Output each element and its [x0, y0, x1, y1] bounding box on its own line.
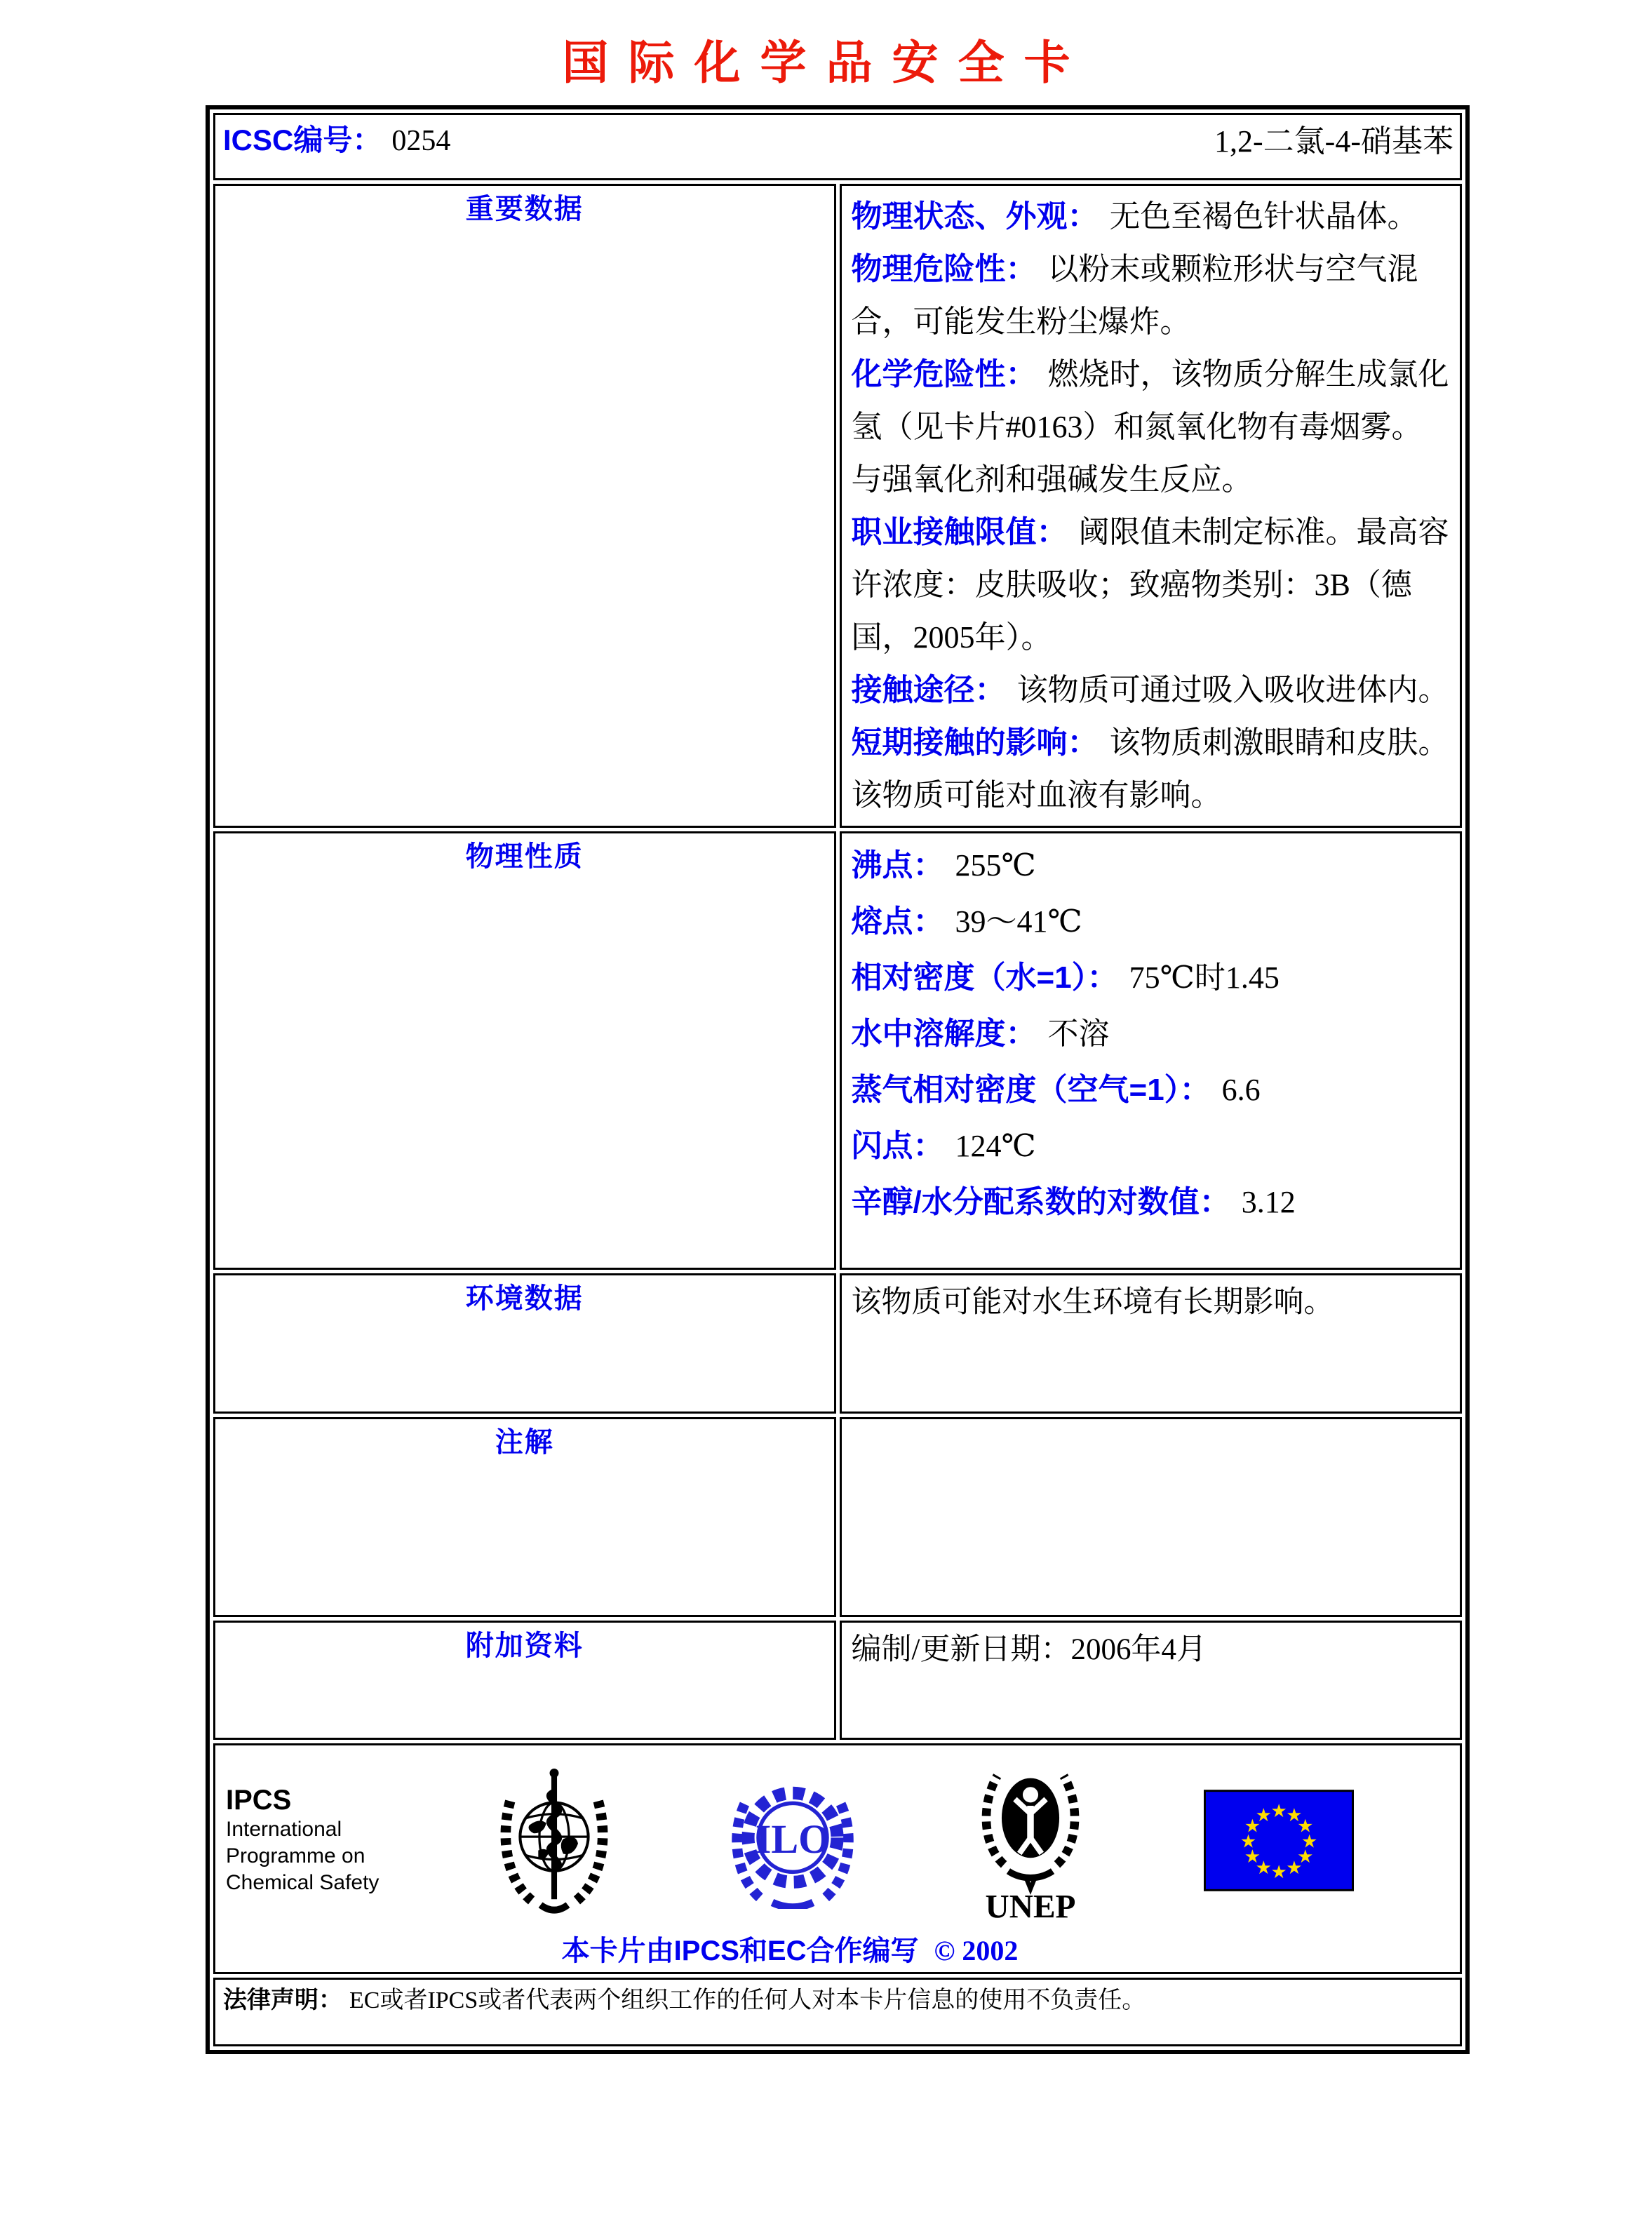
field-label: 沸点：	[851, 848, 944, 883]
important-data-item	[852, 190, 1453, 243]
notes-content	[840, 1417, 1463, 1617]
field-label: 职业接触限值：	[851, 515, 1068, 549]
notes-side-cell	[213, 1417, 836, 1617]
environmental-data-content	[840, 1273, 1463, 1414]
header-row	[213, 113, 1462, 180]
field-value: 3.12	[1241, 1185, 1296, 1219]
eu-star: ★	[1255, 1857, 1272, 1878]
update-date-line	[852, 1627, 1453, 1673]
physical-properties-content	[840, 831, 1463, 1270]
eu-star: ★	[1270, 1861, 1287, 1882]
eu-star: ★	[1301, 1830, 1318, 1851]
important-data-content	[840, 184, 1463, 828]
logos-wrap	[216, 1746, 1459, 1971]
ipcs-line: International	[226, 1818, 342, 1841]
legal-cell	[213, 1978, 1462, 2046]
important-data-side-cell	[213, 184, 836, 828]
field-label: 蒸气相对密度（空气=1）：	[851, 1073, 1211, 1107]
eu-star: ★	[1297, 1816, 1314, 1837]
update-date-value: 2006年4月	[1070, 1633, 1207, 1666]
card-table	[206, 105, 1470, 2054]
eu-star: ★	[1270, 1800, 1287, 1821]
field-value: 不溶	[1047, 1017, 1110, 1051]
environmental-data-row	[213, 1273, 1462, 1414]
page-title: 国际化学品安全卡	[562, 36, 1090, 88]
copyright-text: © 2002	[934, 1935, 1019, 1966]
legal-line	[216, 1980, 1459, 2015]
field-value: 39～41℃	[955, 904, 1082, 939]
physical-property-item	[852, 1006, 1453, 1062]
eu-star: ★	[1297, 1846, 1314, 1867]
section-label-physical-properties: 物理性质	[465, 841, 584, 872]
field-value: 该物质可通过吸入吸收进体内。	[1016, 673, 1449, 707]
important-data-item	[852, 506, 1453, 664]
eu-star: ★	[1286, 1804, 1303, 1825]
header-cell	[213, 113, 1462, 180]
field-value: 阈限值未制定标准。最高容许浓度：皮肤吸收；致癌物类别：3B（德国，2005年）。	[851, 515, 1449, 655]
legal-row	[213, 1978, 1462, 2046]
field-value: 以粉末或颗粒形状与空气混合，可能发生粉尘爆炸。	[851, 252, 1418, 339]
eu-star: ★	[1244, 1816, 1261, 1837]
legal-label: 法律声明：	[223, 1987, 342, 2013]
icsc-number-group	[223, 117, 450, 159]
update-date-label: 编制/更新日期：	[851, 1633, 1071, 1666]
eu-star: ★	[1255, 1804, 1272, 1825]
field-value: 无色至褐色针状晶体。	[1109, 199, 1418, 234]
eu-star: ★	[1240, 1830, 1256, 1851]
ipcs-text-block	[226, 1784, 379, 1896]
logos-row	[213, 1743, 1462, 1974]
field-label: 短期接触的影响：	[851, 725, 1099, 760]
important-data-item	[852, 243, 1453, 348]
icsc-number-label: ICSC编号：	[223, 123, 382, 156]
field-label: 水中溶解度：	[851, 1017, 1037, 1051]
field-label: 接触途径：	[851, 673, 1006, 707]
environmental-data-side-cell	[213, 1273, 836, 1414]
notes-row	[213, 1417, 1462, 1617]
important-data-item	[852, 664, 1453, 716]
ipcs-line: Programme on	[226, 1844, 365, 1867]
physical-property-item	[852, 950, 1453, 1006]
icsc-card	[206, 105, 1470, 2054]
physical-properties-side-cell	[213, 831, 836, 1270]
caption-text: 本卡片由IPCS和EC合作编写	[561, 1936, 919, 1966]
organization-logos	[226, 1756, 1354, 1924]
field-value: 该物质刺激眼睛和皮肤。该物质可能对血液有影响。	[851, 725, 1449, 812]
physical-property-item	[852, 1062, 1453, 1118]
physical-property-item	[852, 838, 1453, 894]
cooperation-caption	[226, 1929, 1354, 1969]
additional-info-content	[840, 1621, 1463, 1740]
field-label: 辛醇/水分配系数的对数值：	[851, 1185, 1230, 1219]
field-label: 物理危险性：	[851, 252, 1037, 286]
field-value: 124℃	[955, 1129, 1036, 1163]
important-data-row	[213, 184, 1462, 828]
icsc-number-value: 0254	[391, 125, 451, 157]
physical-property-item	[852, 1174, 1453, 1231]
unep-wordmark: UNEP	[985, 1889, 1076, 1924]
eu-star: ★	[1286, 1857, 1303, 1878]
physical-property-item	[852, 1118, 1453, 1174]
ipcs-line: Chemical Safety	[226, 1871, 380, 1894]
environmental-data-text: 该物质可能对水生环境有长期影响。	[851, 1286, 1334, 1319]
ilo-monogram: ILO	[755, 1816, 831, 1863]
unep-icon	[975, 1756, 1086, 1924]
header-inner	[216, 116, 1459, 161]
section-label-important-data: 重要数据	[465, 194, 584, 224]
logos-cell	[213, 1743, 1462, 1974]
important-data-item	[852, 348, 1453, 506]
field-label: 熔点：	[851, 904, 944, 939]
field-label: 闪点：	[851, 1129, 944, 1163]
who-icon	[497, 1766, 611, 1915]
legal-text: EC或者IPCS或者代表两个组织工作的任何人对本卡片信息的使用不负责任。	[349, 1987, 1146, 2013]
ipcs-acronym: IPCS	[226, 1785, 292, 1816]
field-label: 相对密度（水=1）：	[851, 960, 1118, 995]
eu-flag-icon	[1204, 1790, 1354, 1891]
field-value: 255℃	[955, 848, 1036, 883]
physical-properties-row	[213, 831, 1462, 1270]
field-value: 75℃时1.45	[1129, 960, 1280, 995]
section-label-environmental-data: 环境数据	[465, 1283, 584, 1314]
physical-property-item	[852, 894, 1453, 950]
chemical-name: 1,2-二氯-4-硝基苯	[1214, 124, 1453, 159]
field-label: 物理状态、外观：	[851, 199, 1099, 234]
field-value: 燃烧时，该物质分解生成氯化氢（见卡片#0163）和氮氧化物有毒烟雾。与强氧化剂和强碱发生反应。	[851, 357, 1449, 497]
additional-info-side-cell	[213, 1621, 836, 1740]
ilo-icon	[729, 1771, 857, 1909]
section-label-additional-info: 附加资料	[465, 1630, 584, 1661]
additional-info-row	[213, 1621, 1462, 1740]
eu-star: ★	[1244, 1846, 1261, 1867]
field-value: 6.6	[1221, 1073, 1261, 1107]
field-label: 化学危险性：	[851, 357, 1037, 391]
important-data-item	[852, 716, 1453, 822]
section-label-notes: 注解	[495, 1427, 554, 1458]
